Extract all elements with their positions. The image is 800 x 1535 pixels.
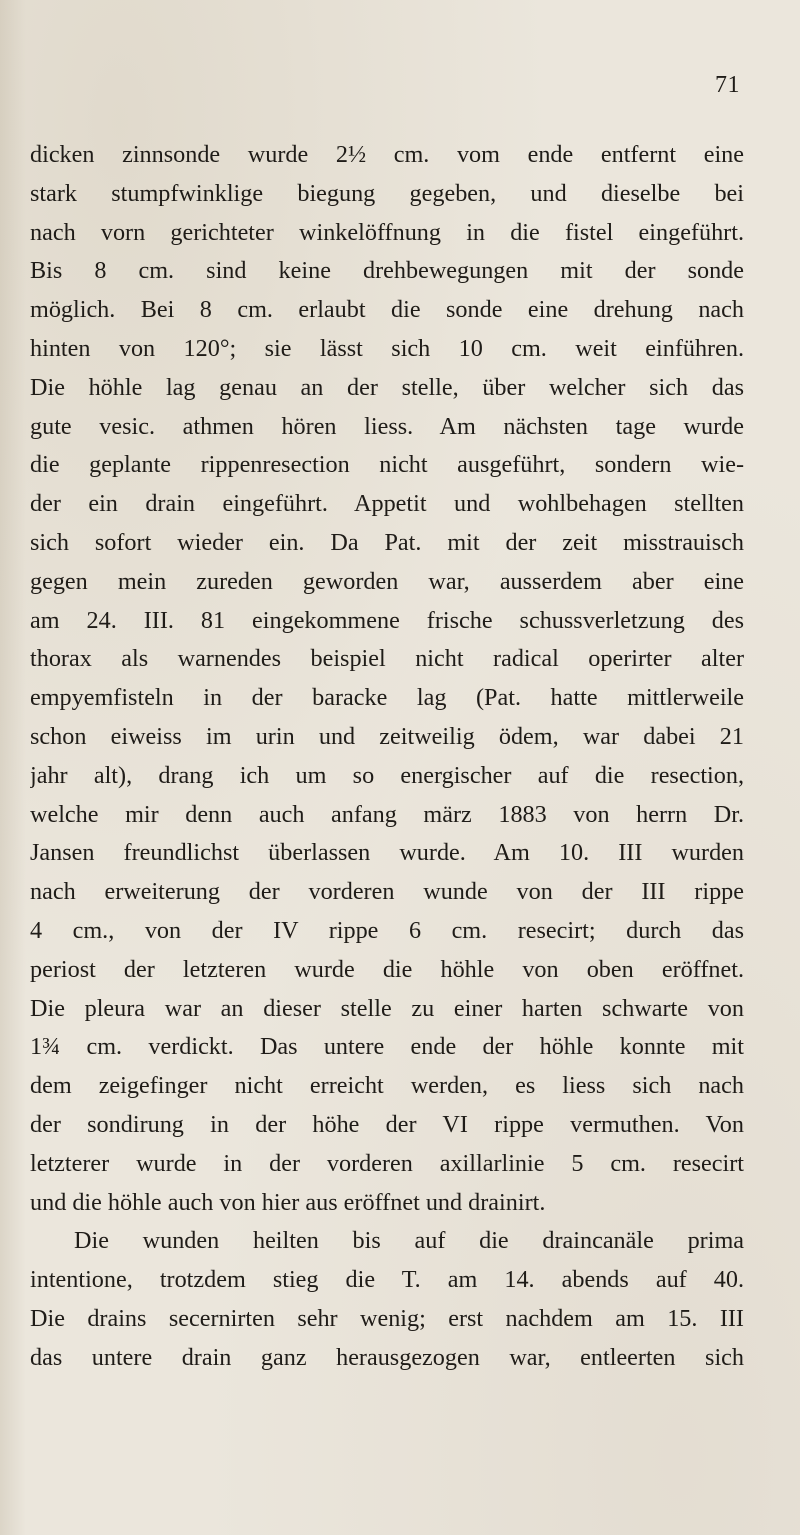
- text-line: gegen mein zureden geworden war, ausserdem aber eine: [30, 567, 744, 595]
- text-line: intentione, trotzdem stieg die T. am 14. abends auf 40.: [30, 1266, 744, 1294]
- text-line: das untere drain ganz herausgezogen war, entleerten sich: [30, 1343, 744, 1371]
- text-line: dicken zinnsonde wurde 2½ cm. vom ende entfernt eine: [30, 141, 744, 168]
- text-line: thorax als warnendes beispiel nicht radical operirter alter: [30, 645, 744, 673]
- text-line: gute vesic. athmen hören liess. Am nächsten tage wurde: [30, 412, 744, 440]
- text-line: Bis 8 cm. sind keine drehbewegungen mit der sonde: [30, 257, 744, 285]
- text-line: möglich. Bei 8 cm. erlaubt die sonde eine drehung nach: [30, 296, 744, 324]
- text-line: welche mir denn auch anfang märz 1883 von herrn Dr.: [30, 800, 744, 828]
- text-line: Die höhle lag genau an der stelle, über welcher sich das: [30, 373, 744, 401]
- text-line: am 24. III. 81 eingekommene frische schussverletzung des: [30, 606, 744, 634]
- text-line: nach vorn gerichteter winkelöffnung in die fistel eingeführt.: [30, 218, 744, 246]
- text-line: sich sofort wieder ein. Da Pat. mit der zeit misstrauisch: [30, 528, 744, 556]
- text-line: und die höhle auch von hier aus eröffnet und drainirt.: [30, 1188, 546, 1216]
- text-line: schon eiweiss im urin und zeitweilig ödem, war dabei 21: [30, 722, 744, 750]
- text-line: letzterer wurde in der vorderen axillarlinie 5 cm. resecirt: [30, 1149, 744, 1177]
- text-line: Jansen freundlichst überlassen wurde. Am 10. III wurden: [30, 839, 744, 867]
- text-line: 4 cm., von der IV rippe 6 cm. resecirt; durch das: [30, 916, 744, 944]
- text-line: dem zeigefinger nicht erreicht werden, es liess sich nach: [30, 1072, 744, 1100]
- text-line: periost der letzteren wurde die höhle von oben eröffnet.: [30, 955, 744, 983]
- text-line: empyemfisteln in der baracke lag (Pat. hatte mittlerweile: [30, 684, 744, 712]
- page-number: 71: [715, 72, 740, 98]
- body-text: [30, 136, 744, 1378]
- text-line: Die drains secernirten sehr wenig; erst nachdem am 15. III: [30, 1304, 744, 1332]
- text-line: stark stumpfwinklige biegung gegeben, und dieselbe bei: [30, 179, 744, 207]
- page-gutter-shadow: [0, 0, 26, 1535]
- text-line: hinten von 120°; sie lässt sich 10 cm. weit einführen.: [30, 334, 744, 362]
- text-line: 1¾ cm. verdickt. Das untere ende der höhle konnte mit: [30, 1033, 744, 1061]
- text-line: die geplante rippenresection nicht ausgeführt, sondern wie-: [30, 451, 744, 479]
- text-line: Die pleura war an dieser stelle zu einer harten schwarte von: [30, 994, 744, 1022]
- text-line: jahr alt), drang ich um so energischer auf die resection,: [30, 761, 744, 789]
- text-line: nach erweiterung der vorderen wunde von der III rippe: [30, 878, 744, 906]
- text-line: der sondirung in der höhe der VI rippe vermuthen. Von: [30, 1110, 744, 1138]
- text-line: der ein drain eingeführt. Appetit und wohlbehagen stellten: [30, 490, 744, 518]
- text-line: Die wunden heilten bis auf die draincanäle prima: [74, 1227, 744, 1255]
